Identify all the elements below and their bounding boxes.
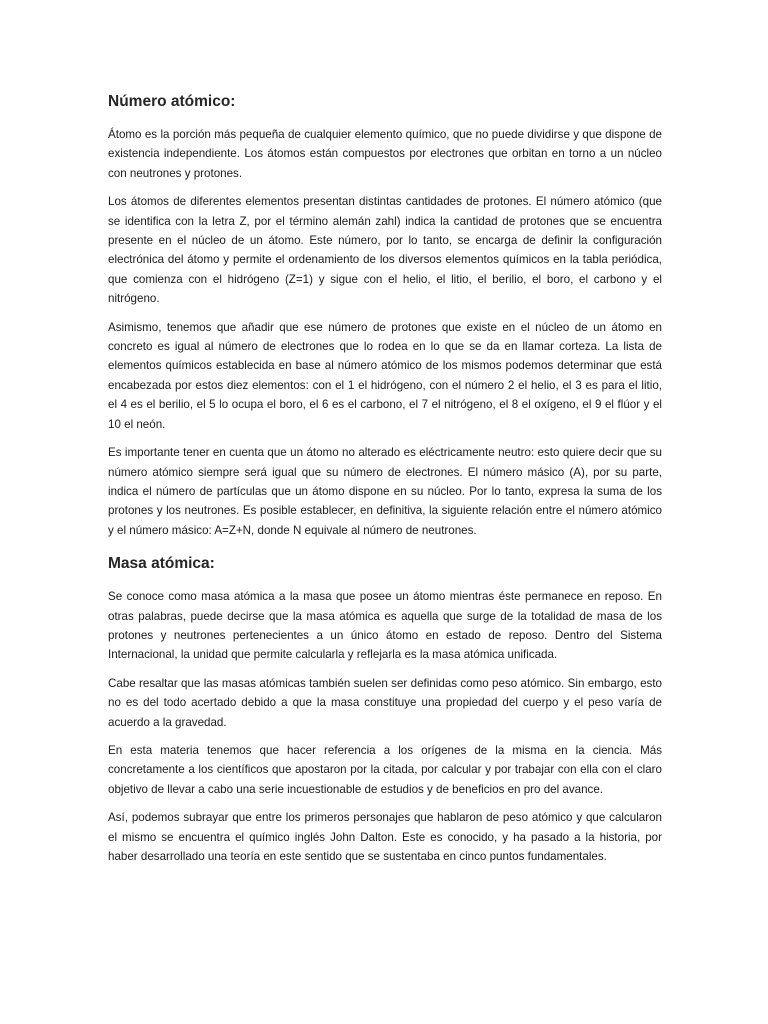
heading-numero-atomico: Número atómico: (108, 93, 236, 110)
document-content (108, 92, 662, 875)
paragraph: En esta materia tenemos que hacer referencia a los orígenes de la misma en la ciencia. Más concretamente a los científicos que apostaron por la citada, por calcular y por trabajar con ella con el claro objetivo de llevar a cabo una serie incuestionable de estudios y de beneficios en pro del avance. (108, 743, 662, 796)
paragraph: Cabe resaltar que las masas atómicas también suelen ser definidas como peso atómico. Sin embargo, esto no es del todo acertado debido a que la masa constituye una propiedad del cuerpo y el peso varía de acuerdo a la gravedad. (108, 676, 662, 729)
paragraph: Es importante tener en cuenta que un átomo no alterado es eléctricamente neutro: esto quiere decir que su número atómico siempre será igual que su número de electrones. El número másico (A), por su parte, indica el número de partículas que un átomo dispone en su núcleo. Por lo tanto, expresa la suma de los protones y los neutrones. Es posible establecer, en definitiva, la siguiente relación entre el número atómico y el número másico: A=Z+N, donde N equivale al número de neutrones. (108, 446, 662, 537)
paragraph: Átomo es la porción más pequeña de cualquier elemento químico, que no puede dividirse y que dispone de existencia independiente. Los átomos están compuestos por electrones que orbitan en torno a un núcleo con neutrones y protones. (108, 128, 662, 180)
paragraph: Se conoce como masa atómica a la masa que posee un átomo mientras éste permanece en reposo. En otras palabras, puede decirse que la masa atómica es aquella que surge de la totalidad de masa de los protones y neutrones pertenecientes a un único átomo en estado de reposo. Dentro del Sistema Internacional, la unidad que permite calcularla y reflejarla es la masa atómica unificada. (108, 590, 662, 662)
paragraph: Los átomos de diferentes elementos presentan distintas cantidades de protones. El número atómico (que se identifica con la letra Z, por el término alemán zahl) indica la cantidad de protones que se encuentra presente en el núcleo de un átomo. Este número, por lo tanto, se encarga de definir la configuración electrónica del átomo y permite el ordenamiento de los diversos elementos químicos en la tabla periódica, que comienza con el hidrógeno (Z=1) y sigue con el helio, el litio, el berilio, el boro, el carbono y el nitrógeno. (108, 195, 662, 306)
heading-masa-atomica: Masa atómica: (108, 555, 215, 573)
paragraph: Así, podemos subrayar que entre los primeros personajes que hablaron de peso atómico y que calcularon el mismo se encuentra el químico inglés John Dalton. Este es conocido, y ha pasado a la historia, por haber desarrollado una teoría en este sentido que se sustentaba en cinco puntos fundamentales. (108, 811, 662, 863)
paragraph: Asimismo, tenemos que añadir que ese número de protones que existe en el núcleo de un átomo en concreto es igual al número de electrones que lo rodea en lo que se da en llamar corteza. La lista de elementos químicos establecida en base al número atómico de los mismos podemos determinar que está encabezada por estos diez elementos: con el 1 el hidrógeno, con el número 2 el helio, el 3 es para el litio, el 4 es el berilio, el 5 lo ocupa el boro, el 6 es el carbono, el 7 el nitrógeno, el 8 el oxígeno, el 9 el flúor y el 10 el neón. (108, 320, 662, 431)
